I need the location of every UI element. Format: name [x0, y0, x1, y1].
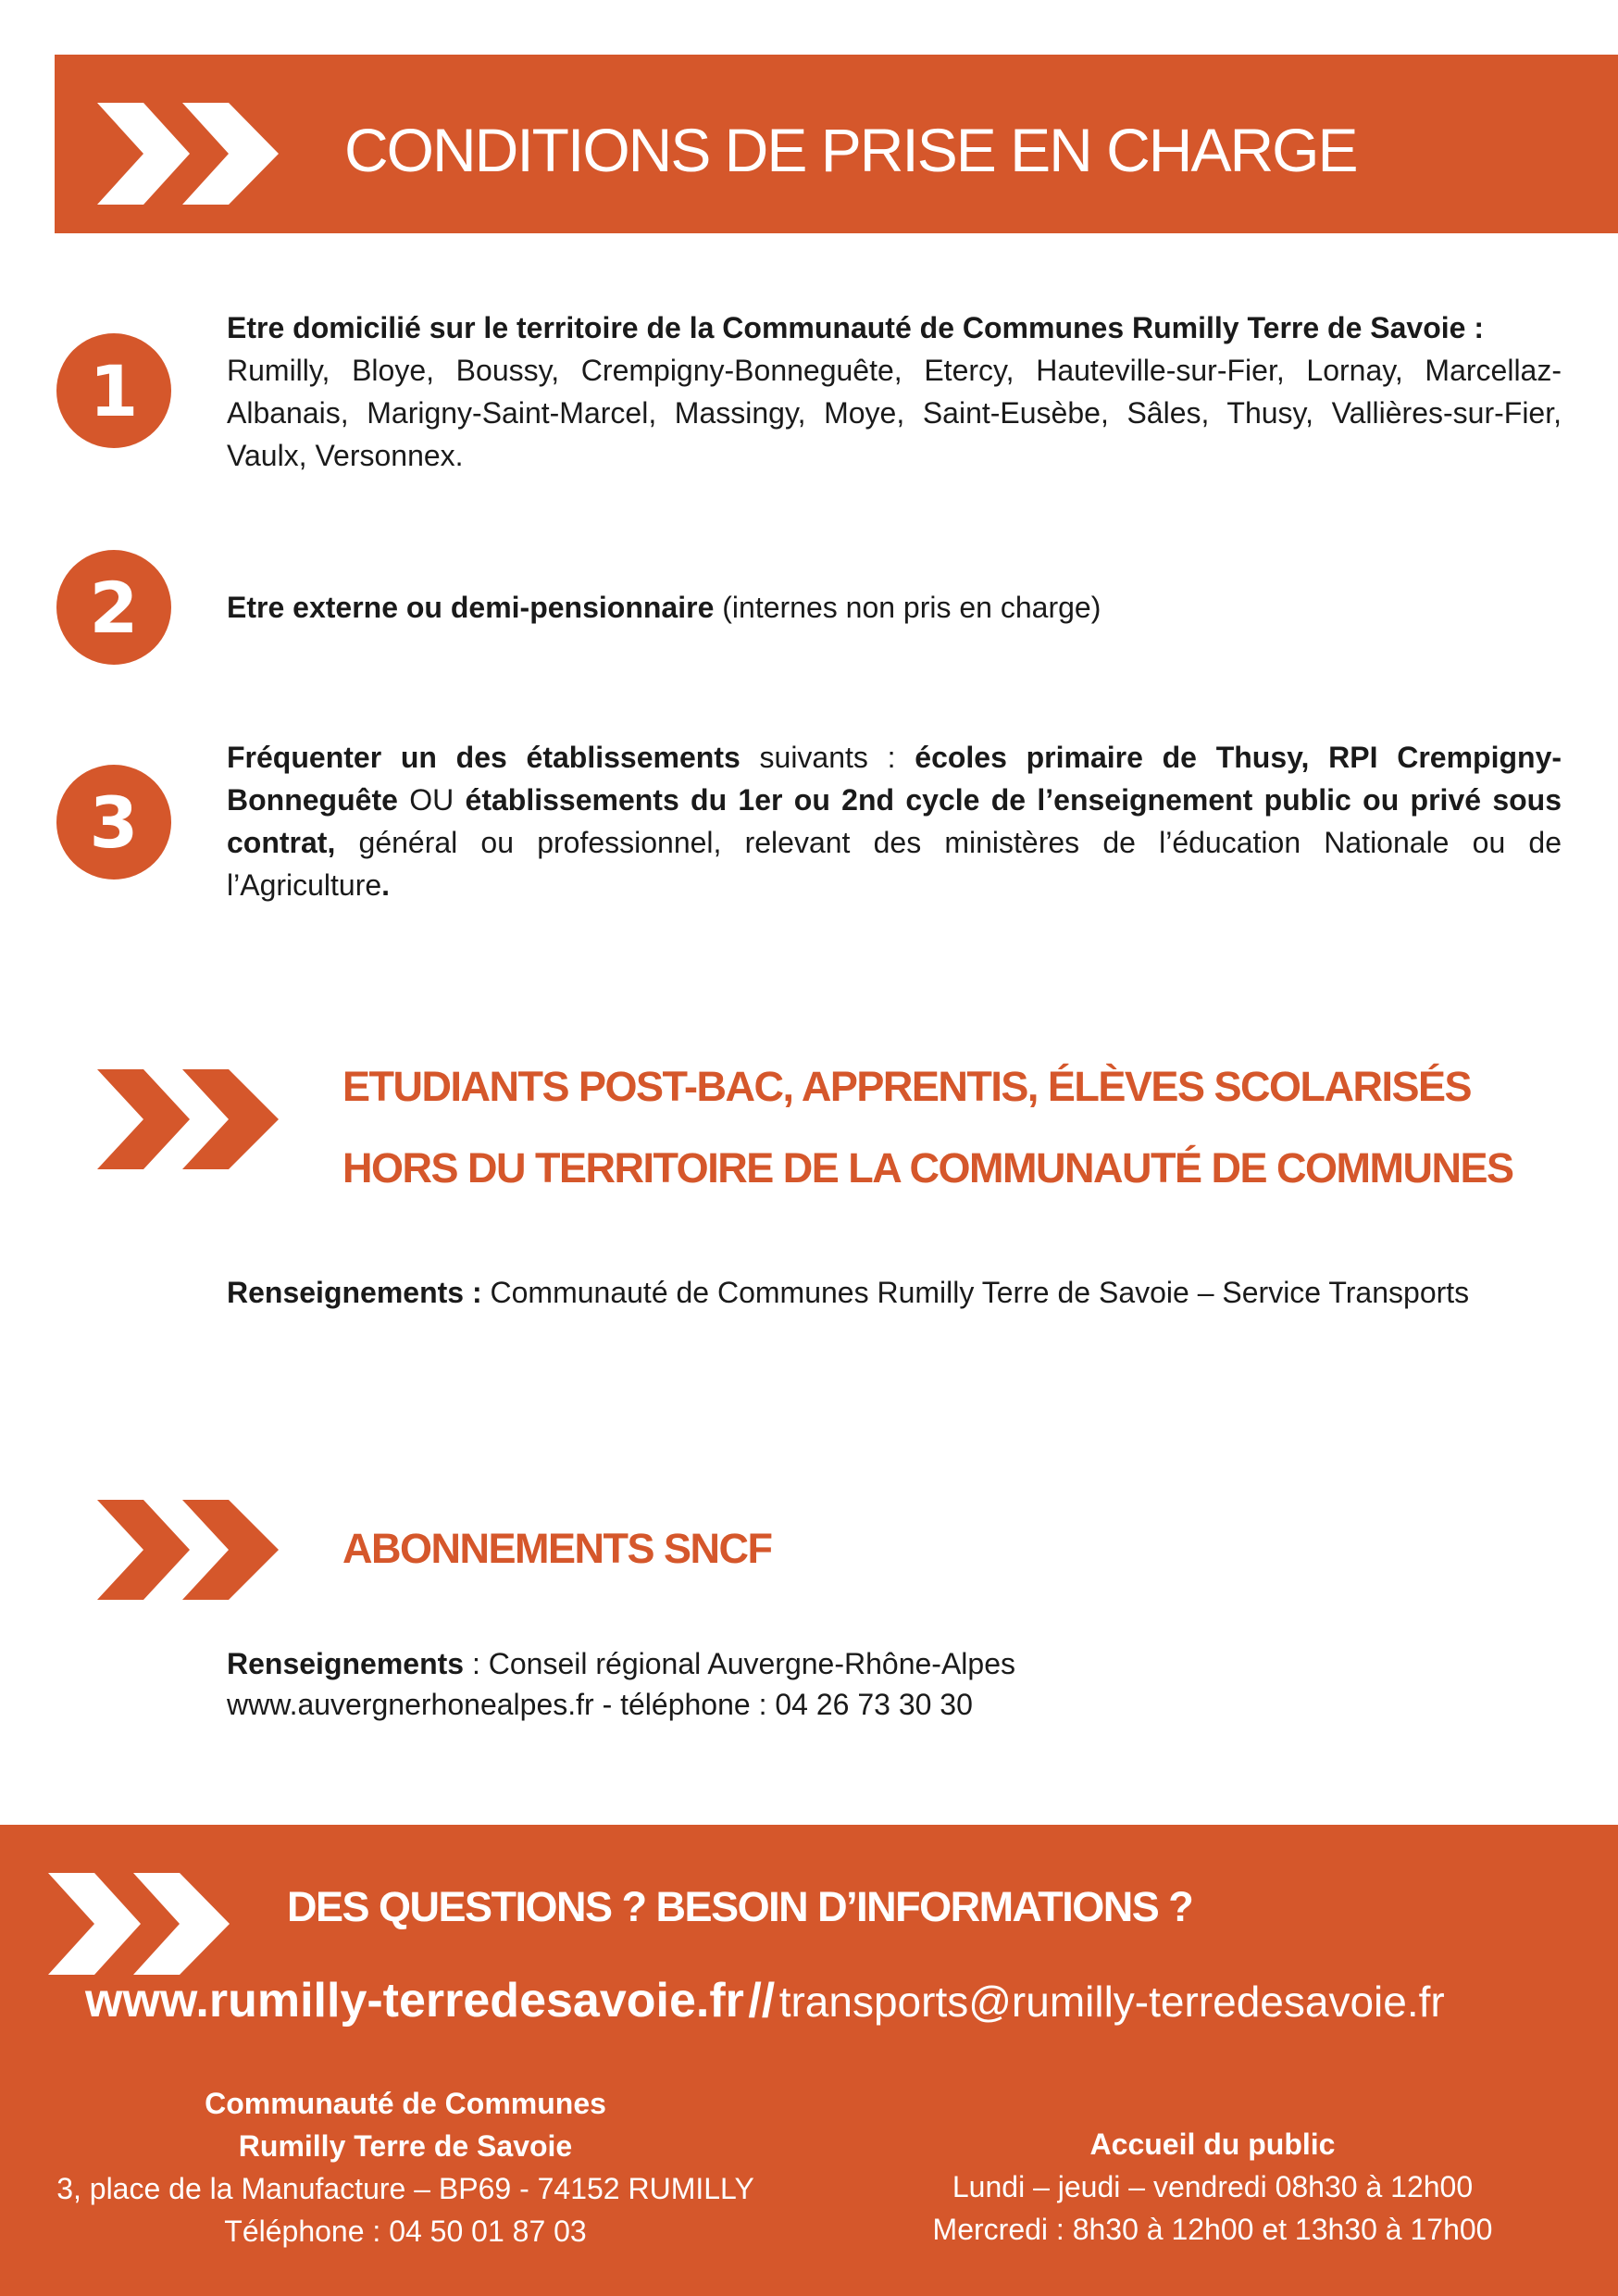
condition-1-text — [227, 306, 1562, 477]
condition-2-note: (internes non pris en charge) — [722, 591, 1101, 624]
sncf-info-label: Renseignements — [227, 1647, 465, 1680]
link-separator: // — [748, 1974, 776, 2028]
org-name-line-2: Rumilly Terre de Savoie — [238, 2129, 573, 2163]
condition-3-part-4: OU — [409, 783, 454, 817]
sncf-contact: www.auvergnerhonealpes.fr - téléphone : 04 26 73 30 30 — [227, 1688, 973, 1721]
org-address: 3, place de la Manufacture – BP69 - 74152 RUMILLY — [56, 2172, 754, 2205]
org-name-line-1: Communauté de Communes — [205, 2087, 606, 2120]
email-link[interactable]: transports@rumilly-terredesavoie.fr — [778, 1978, 1445, 2026]
students-title-line-1: ETUDIANTS POST-BAC, APPRENTIS, ÉLÈVES SCOLARISÉS — [342, 1063, 1472, 1110]
step-number-2: 2 — [56, 550, 171, 665]
condition-3-text — [227, 736, 1562, 906]
students-info-label: Renseignements : — [227, 1276, 482, 1309]
footer-links — [85, 1973, 1445, 2028]
condition-1-communes: Rumilly, Bloye, Boussy, Crempigny-Bonneguête, Etercy, Hauteville-sur-Fier, Lornay, Marcellaz-Albanais, Marigny-Saint-Marcel, Massingy, Moye, Saint-Eusèbe, Sâles, Thusy, Vallières-sur-Fier, Vaulx, Versonnex. — [227, 354, 1562, 472]
hours-title: Accueil du public — [1089, 2128, 1336, 2161]
condition-3-part-1: Fréquenter un des établissements — [227, 741, 741, 774]
hours-line-1: Lundi – jeudi – vendredi 08h30 à 12h00 — [952, 2170, 1474, 2203]
footer-hours-block — [889, 2123, 1537, 2251]
double-chevron-icon — [97, 103, 282, 205]
step-number-1: 1 — [56, 333, 171, 448]
org-phone: Téléphone : 04 50 01 87 03 — [224, 2215, 587, 2248]
students-info-value: Communauté de Communes Rumilly Terre de Savoie – Service Transports — [490, 1276, 1470, 1309]
students-title-line-2: HORS DU TERRITOIRE DE LA COMMUNAUTÉ DE COMMUNES — [342, 1144, 1513, 1192]
sncf-title: ABONNEMENTS SNCF — [342, 1525, 772, 1572]
students-info — [227, 1271, 1469, 1314]
footer-address-block — [44, 2082, 766, 2252]
condition-2-text — [227, 586, 1562, 629]
footer-banner — [0, 1825, 1618, 2296]
hours-line-2: Mercredi : 8h30 à 12h00 et 13h30 à 17h00 — [932, 2213, 1493, 2246]
condition-3-part-2: suivants : — [759, 741, 896, 774]
condition-3-part-3: écoles primaire de Thusy, RPI Crempigny-Bonneguête — [227, 741, 1562, 817]
condition-3-part-7: . — [381, 868, 391, 902]
sncf-info — [227, 1642, 1015, 1685]
footer-title: DES QUESTIONS ? BESOIN D’INFORMATIONS ? — [287, 1883, 1193, 1930]
double-chevron-icon — [97, 1069, 282, 1169]
double-chevron-icon — [48, 1873, 233, 1975]
sncf-info-value: : Conseil régional Auvergne-Rhône-Alpes — [471, 1647, 1015, 1680]
condition-3-part-6: général ou professionnel, relevant des ministères de l’éducation Nationale ou de l’Agriculture — [227, 826, 1562, 902]
condition-1-heading: Etre domicilié sur le territoire de la Communauté de Communes Rumilly Terre de Savoie : — [227, 311, 1484, 344]
condition-3-part-5: établissements du 1er ou 2nd cycle de l’enseignement public ou privé sous contrat, — [227, 783, 1562, 859]
double-chevron-icon — [97, 1500, 282, 1600]
website-link[interactable]: www.rumilly-terredesavoie.fr — [85, 1974, 744, 2028]
page-title: CONDITIONS DE PRISE EN CHARGE — [344, 116, 1357, 184]
step-number-3: 3 — [56, 765, 171, 880]
condition-2-heading: Etre externe ou demi-pensionnaire — [227, 591, 715, 624]
